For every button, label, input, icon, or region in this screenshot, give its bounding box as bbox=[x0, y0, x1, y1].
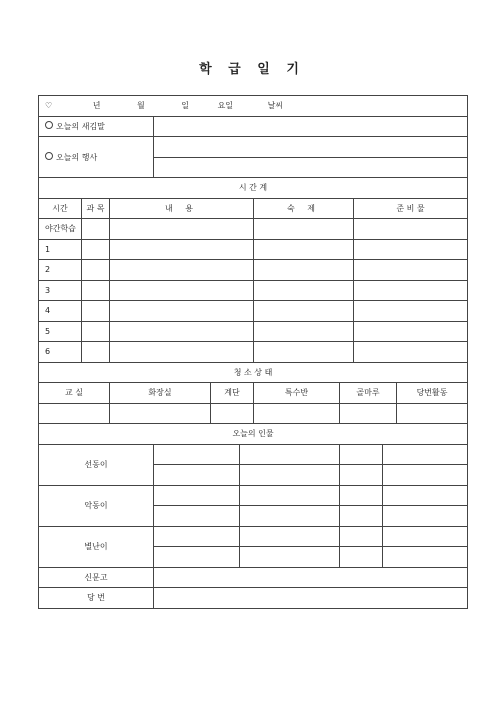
subject-cell[interactable] bbox=[82, 239, 110, 260]
date-row bbox=[39, 96, 468, 117]
homework-cell[interactable] bbox=[254, 239, 354, 260]
subject-cell[interactable] bbox=[82, 301, 110, 322]
daily-phrase-label: 오늘의 새김말 bbox=[56, 121, 105, 131]
people-cell[interactable] bbox=[154, 444, 240, 465]
daily-phrase-row bbox=[39, 116, 468, 137]
weather-label: 날씨 bbox=[267, 101, 284, 111]
people-cell[interactable] bbox=[154, 547, 240, 568]
duty-field[interactable] bbox=[154, 588, 468, 609]
homework-cell[interactable] bbox=[254, 280, 354, 301]
people-cell[interactable] bbox=[340, 444, 383, 465]
people-cell[interactable] bbox=[383, 444, 468, 465]
newspaper-label: 신문고 bbox=[39, 567, 154, 588]
period-label: 2 bbox=[39, 260, 82, 281]
people-cell[interactable] bbox=[154, 465, 240, 486]
supplies-cell[interactable] bbox=[354, 321, 468, 342]
weekday-label: 요일 bbox=[217, 101, 234, 111]
duty-row bbox=[39, 588, 468, 609]
cleaning-status-row bbox=[39, 403, 468, 424]
daily-event-row bbox=[39, 137, 468, 158]
people-heading: 오늘의 인물 bbox=[39, 424, 468, 445]
people-cell[interactable] bbox=[340, 526, 383, 547]
people-cell[interactable] bbox=[240, 547, 340, 568]
column-header: 숙 제 bbox=[287, 203, 320, 213]
table-row bbox=[39, 280, 468, 301]
table-row bbox=[39, 321, 468, 342]
people-row bbox=[39, 485, 468, 506]
subject-cell[interactable] bbox=[82, 342, 110, 363]
content-cell[interactable] bbox=[110, 321, 254, 342]
heart-icon: ♡ bbox=[45, 101, 53, 111]
content-cell[interactable] bbox=[110, 260, 254, 281]
content-cell[interactable] bbox=[110, 301, 254, 322]
people-cell[interactable] bbox=[240, 526, 340, 547]
cleaning-status-cell[interactable] bbox=[340, 403, 397, 424]
cleaning-area-label: 골마루 bbox=[340, 383, 397, 404]
people-cell[interactable] bbox=[240, 444, 340, 465]
homework-cell[interactable] bbox=[254, 342, 354, 363]
table-row bbox=[39, 239, 468, 260]
people-row bbox=[39, 526, 468, 547]
cleaning-heading: 청 소 상 태 bbox=[39, 362, 468, 383]
subject-cell[interactable] bbox=[82, 219, 110, 240]
people-group-label: 별난이 bbox=[39, 526, 154, 567]
people-cell[interactable] bbox=[340, 465, 383, 486]
daily-event-label: 오늘의 행사 bbox=[56, 152, 98, 162]
column-header: 과 목 bbox=[82, 198, 110, 219]
period-label: 6 bbox=[39, 342, 82, 363]
cleaning-area-label: 특수반 bbox=[254, 383, 340, 404]
people-cell[interactable] bbox=[340, 506, 383, 527]
supplies-cell[interactable] bbox=[354, 280, 468, 301]
cleaning-status-cell[interactable] bbox=[397, 403, 468, 424]
people-cell[interactable] bbox=[154, 485, 240, 506]
cleaning-status-cell[interactable] bbox=[39, 403, 110, 424]
content-cell[interactable] bbox=[110, 280, 254, 301]
people-cell[interactable] bbox=[240, 506, 340, 527]
table-row bbox=[39, 301, 468, 322]
newspaper-row bbox=[39, 567, 468, 588]
people-cell[interactable] bbox=[383, 526, 468, 547]
table-row bbox=[39, 219, 468, 240]
supplies-cell[interactable] bbox=[354, 260, 468, 281]
people-group-label: 악동이 bbox=[39, 485, 154, 526]
people-cell[interactable] bbox=[154, 506, 240, 527]
daily-phrase-field[interactable] bbox=[154, 116, 468, 137]
people-group-label: 선동이 bbox=[39, 444, 154, 485]
period-label: 5 bbox=[39, 321, 82, 342]
subject-cell[interactable] bbox=[82, 280, 110, 301]
cleaning-status-cell[interactable] bbox=[211, 403, 254, 424]
class-diary-form bbox=[38, 95, 468, 609]
supplies-cell[interactable] bbox=[354, 301, 468, 322]
day-label: 일 bbox=[181, 101, 190, 111]
people-cell[interactable] bbox=[383, 465, 468, 486]
period-label: 3 bbox=[39, 280, 82, 301]
column-header: 내 용 bbox=[165, 203, 198, 213]
content-cell[interactable] bbox=[110, 219, 254, 240]
bullet-circle-icon bbox=[45, 152, 53, 160]
homework-cell[interactable] bbox=[254, 219, 354, 240]
cleaning-area-label: 화장실 bbox=[110, 383, 211, 404]
daily-event-field[interactable] bbox=[154, 157, 468, 178]
people-cell[interactable] bbox=[154, 526, 240, 547]
people-cell[interactable] bbox=[240, 465, 340, 486]
people-cell[interactable] bbox=[340, 547, 383, 568]
people-cell[interactable] bbox=[383, 485, 468, 506]
people-cell[interactable] bbox=[383, 547, 468, 568]
homework-cell[interactable] bbox=[254, 260, 354, 281]
people-row bbox=[39, 444, 468, 465]
cleaning-status-cell[interactable] bbox=[254, 403, 340, 424]
cleaning-status-cell[interactable] bbox=[110, 403, 211, 424]
cleaning-area-label: 계단 bbox=[211, 383, 254, 404]
newspaper-field[interactable] bbox=[154, 567, 468, 588]
cleaning-header-row bbox=[39, 383, 468, 404]
people-cell[interactable] bbox=[383, 506, 468, 527]
daily-event-field[interactable] bbox=[154, 137, 468, 158]
content-cell[interactable] bbox=[110, 342, 254, 363]
table-row bbox=[39, 342, 468, 363]
homework-cell[interactable] bbox=[254, 301, 354, 322]
homework-cell[interactable] bbox=[254, 321, 354, 342]
content-cell[interactable] bbox=[110, 239, 254, 260]
people-cell[interactable] bbox=[340, 485, 383, 506]
cleaning-area-label: 당번활동 bbox=[397, 383, 468, 404]
timetable-heading: 시 간 계 bbox=[39, 178, 468, 199]
subject-cell[interactable] bbox=[82, 260, 110, 281]
people-cell[interactable] bbox=[240, 485, 340, 506]
year-label: 년 bbox=[92, 101, 101, 111]
supplies-cell[interactable] bbox=[354, 219, 468, 240]
bullet-circle-icon bbox=[45, 121, 53, 129]
column-header: 준 비 물 bbox=[354, 198, 468, 219]
cleaning-area-label: 교 실 bbox=[39, 383, 110, 404]
month-label: 월 bbox=[137, 101, 145, 111]
page-title: 학 급 일 기 bbox=[199, 62, 305, 77]
table-row bbox=[39, 260, 468, 281]
period-label: 야간학습 bbox=[39, 219, 82, 240]
supplies-cell[interactable] bbox=[354, 239, 468, 260]
column-header: 시간 bbox=[39, 198, 82, 219]
subject-cell[interactable] bbox=[82, 321, 110, 342]
supplies-cell[interactable] bbox=[354, 342, 468, 363]
period-label: 1 bbox=[39, 239, 82, 260]
duty-label: 당 번 bbox=[39, 588, 154, 609]
period-label: 4 bbox=[39, 301, 82, 322]
timetable-header-row bbox=[39, 198, 468, 219]
